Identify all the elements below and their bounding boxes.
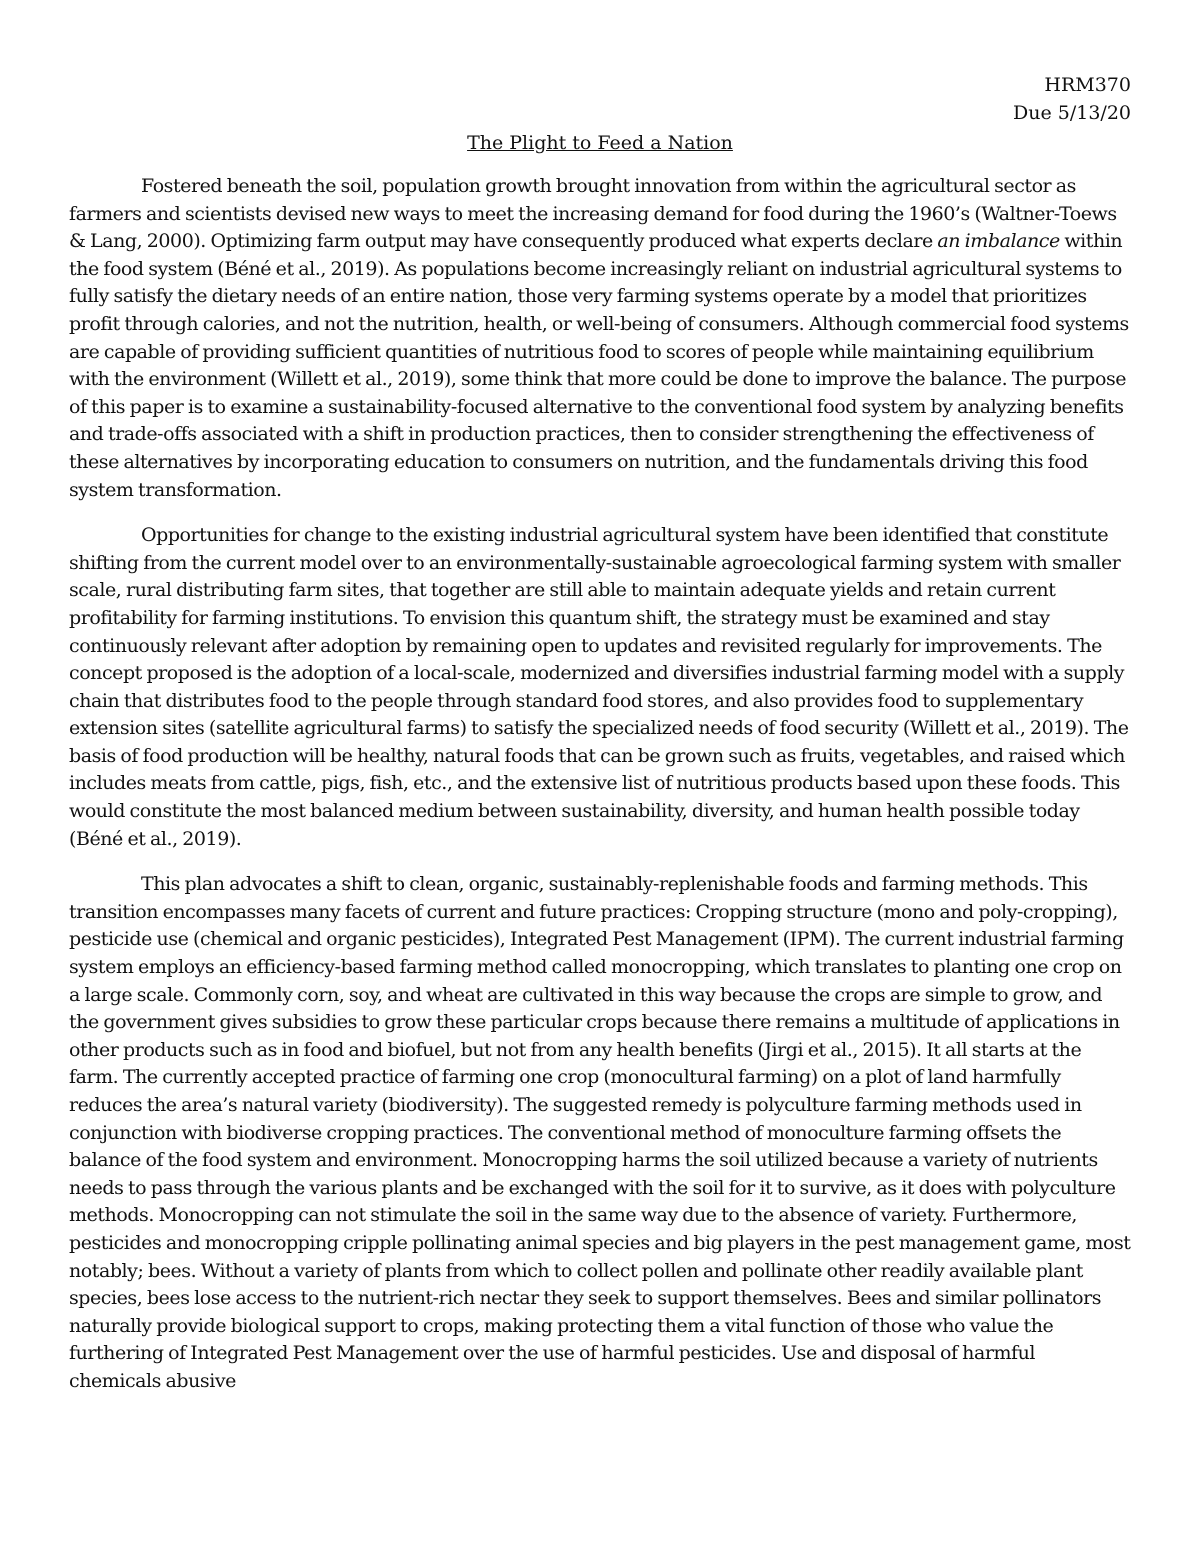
paragraph-1-text-b: within the food system (Béné et al., 2019). As populations become increasingly reliant on industrial agricultural systems to fully satisfy the dietary needs of an entire nation, those very farming systems operate by a model that prioritizes profit through calories, and not the nutrition, health, or well-being of consumers. Although commercial food systems are capable of providing sufficient quantities of nutritious food to scores of people while maintaining equilibrium with the environment (Willett et al., 2019), some think that more could be done to improve the balance. The purpose of this paper is to examine a sustainability-focused alternative to the conventional food system by analyzing benefits and trade-offs associated with a shift in production practices, then to consider strengthening the effectiveness of these alternatives by incorporating education to consumers on nutrition, and the fundamentals driving this food system transformation. — [69, 230, 1129, 501]
due-date: Due 5/13/20 — [1013, 101, 1131, 124]
paragraph-1 — [69, 173, 1131, 504]
paragraph-2: Opportunities for change to the existing industrial agricultural system have been identified that constitute shifting from the current model over to an environmentally-sustainable agroecological farming system with smaller scale, rural distributing farm sites, that together are still able to maintain adequate yields and retain current profitability for farming institutions. To envision this quantum shift, the strategy must be examined and stay continuously relevant after adoption by remaining open to updates and revisited regularly for improvements. The concept proposed is the adoption of a local-scale, modernized and diversifies industrial farming model with a supply chain that distributes food to the people through standard food stores, and also provides food to supplementary extension sites (satellite agricultural farms) to satisfy the specialized needs of food security (Willett et al., 2019). The basis of food production will be healthy, natural foods that can be grown such as fruits, vegetables, and raised which includes meats from cattle, pigs, fish, etc., and the extensive list of nutritious products based upon these foods. This would constitute the most balanced medium between sustainability, diversity, and human health possible today (Béné et al., 2019). — [69, 524, 1129, 850]
paragraph-3: This plan advocates a shift to clean, organic, sustainably-replenishable foods and farming methods. This transition encompasses many facets of current and future practices: Cropping structure (mono and poly-cropping), pesticide use (chemical and organic pesticides), Integrated Pest Management (IPM). The current industrial farming system employs an efficiency-based farming method called monocropping, which translates to planting one crop on a large scale. Commonly corn, soy, and wheat are cultivated in this way because the crops are simple to grow, and the government gives subsidies to grow these particular crops because there remains a multitude of applications in other products such as in food and biofuel, but not from any health benefits (Jirgi et al., 2015). It all starts at the farm. The currently accepted practice of farming one crop (monocultural farming) on a plot of land harmfully reduces the area’s natural variety (biodiversity). The suggested remedy is polyculture farming methods used in conjunction with biodiverse cropping practices. The conventional method of monoculture farming offsets the balance of the food system and environment. Monocropping harms the soil utilized because a variety of nutrients needs to pass through the various plants and be exchanged with the soil for it to survive, as it does with polyculture methods. Monocropping can not stimulate the soil in the same way due to the absence of variety. Furthermore, pesticides and monocropping cripple pollinating animal species and big players in the pest management game, most notably; bees. Without a variety of plants from which to collect pollen and pollinate other readily available plant species, bees lose access to the nutrient-rich nectar they seek to support themselves. Bees and similar pollinators naturally provide biological support to crops, making protecting them a vital function of those who value the furthering of Integrated Pest Management over the use of harmful pesticides. Use and disposal of harmful chemicals abusive — [69, 873, 1131, 1392]
course-code: HRM370 — [1044, 74, 1131, 96]
paragraph-1-text-a: Fostered beneath the soil, population growth brought innovation from within the agricultural sector as farmers and scientists devised new ways to meet the increasing demand for food during the 1960’s (Waltner-Toews & Lang, 2000). Optimizing farm output may have consequently produced what experts declare — [69, 175, 1117, 253]
document-title: The Plight to Feed a Nation — [467, 132, 733, 154]
document-page — [69, 72, 1131, 1414]
paragraph-1-italic-phrase: an imbalance — [937, 230, 1060, 253]
document-header — [69, 72, 1131, 127]
